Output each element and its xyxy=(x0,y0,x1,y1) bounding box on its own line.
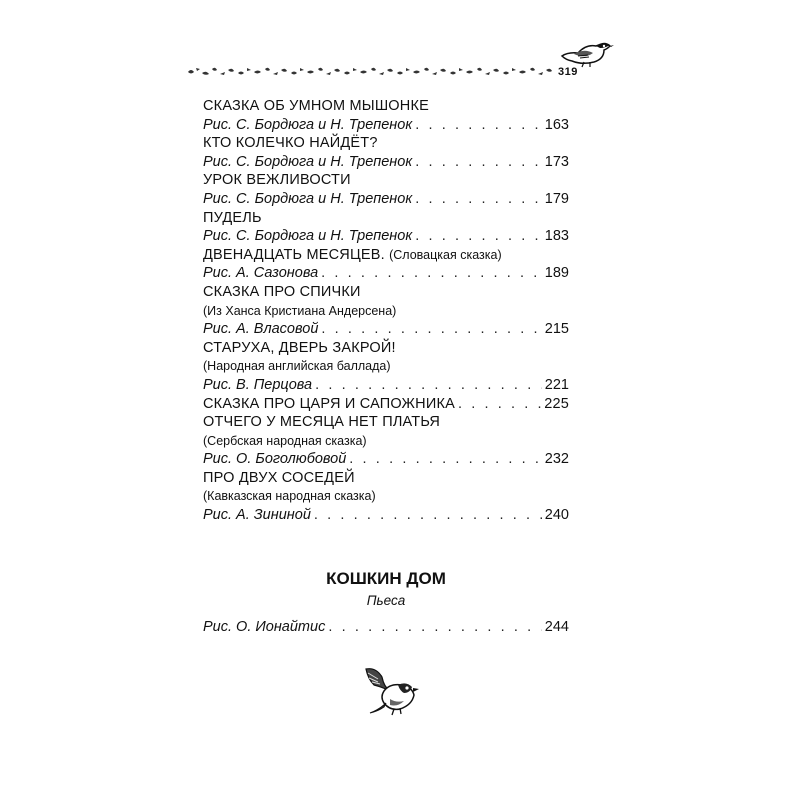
dot-leader xyxy=(415,153,542,172)
toc-entry-title: КТО КОЛЕЧКО НАЙДЁТ? xyxy=(203,135,378,152)
toc-entry-note: (Кавказская народная сказка) xyxy=(203,489,376,504)
dot-leader xyxy=(415,116,542,135)
section-subtitle: Пьеса xyxy=(366,593,406,608)
toc-entry-title: СКАЗКА ПРО ЦАРЯ И САПОЖНИКА . . . 225 xyxy=(203,395,569,414)
toc-entry-title: ДВЕНАДЦАТЬ МЕСЯЦЕВ. (Словацкая сказка) xyxy=(203,246,502,263)
decorative-leaf-strip xyxy=(186,60,558,82)
section-koshkin-dom xyxy=(203,568,569,637)
toc-entry-illustrator: Рис. А. Зининой . . . 240 xyxy=(203,506,569,525)
page-number: 319 xyxy=(558,66,578,78)
page-ref: 225 xyxy=(544,395,569,412)
toc-entry-title: ПРО ДВУХ СОСЕДЕЙ xyxy=(203,469,355,486)
toc-entry-title: УРОК ВЕЖЛИВОСТИ xyxy=(203,172,351,189)
toc-entry-title: СКАЗКА ПРО СПИЧКИ xyxy=(203,283,361,300)
toc-entry-illustrator: Рис. С. Бордюга и Н. Трепенок . . . 179 xyxy=(203,190,569,209)
dot-leader xyxy=(415,227,542,246)
dot-leader xyxy=(321,320,541,339)
dot-leader xyxy=(415,190,542,209)
toc-entry-title: СТАРУХА, ДВЕРЬ ЗАКРОЙ! xyxy=(203,339,396,356)
bird-icon xyxy=(360,661,422,719)
toc-entry-title: СКАЗКА ОБ УМНОМ МЫШОНКЕ xyxy=(203,98,429,114)
dot-leader xyxy=(315,376,542,395)
dot-leader xyxy=(321,264,542,283)
toc-entry-note: (Из Ханса Кристиана Андерсена) xyxy=(203,303,397,318)
page-ref: 183 xyxy=(544,228,569,245)
toc-entry-illustrator: Рис. О. Боголюбовой . . . 232 xyxy=(203,450,569,469)
page-ref: 179 xyxy=(544,190,569,207)
page-ref: 215 xyxy=(544,321,569,338)
dot-leader xyxy=(458,395,541,414)
dot-leader xyxy=(328,618,541,637)
toc-entry-subtitle: (Словацкая сказка) xyxy=(389,247,502,262)
toc-entry-note: (Народная английская баллада) xyxy=(203,359,391,374)
toc-entry-illustrator: Рис. А. Сазонова . . . 189 xyxy=(203,264,569,283)
toc-entry-illustrator: Рис. С. Бордюга и Н. Трепенок . . . 173 xyxy=(203,153,569,172)
toc-entry-illustrator: Рис. С. Бордюга и Н. Трепенок . . . 183 xyxy=(203,227,569,246)
page-ref: 163 xyxy=(544,116,569,133)
toc-entry-illustrator: Рис. В. Перцова . . . 221 xyxy=(203,376,569,395)
page-ref: 189 xyxy=(544,265,569,282)
toc-entry-title: ПУДЕЛЬ xyxy=(203,209,262,226)
page-ref: 173 xyxy=(544,153,569,170)
toc-entry-illustrator: Рис. А. Власовой . . . 215 xyxy=(203,320,569,339)
page-ref: 221 xyxy=(544,376,569,393)
dot-leader xyxy=(349,450,542,469)
page-ref: 232 xyxy=(544,451,569,468)
page-ref: 240 xyxy=(544,507,569,524)
toc-entry-title: ОТЧЕГО У МЕСЯЦА НЕТ ПЛАТЬЯ xyxy=(203,414,441,431)
toc-entry-note: (Сербская народная сказка) xyxy=(203,433,367,448)
page-ref: 244 xyxy=(544,619,569,635)
toc-entry-illustrator: Рис. С. Бордюга и Н. Трепенок . . . 163 xyxy=(203,116,569,135)
toc-entry-illustrator: Рис. О. Ионайтис . . . 244 xyxy=(203,618,569,637)
dot-leader xyxy=(314,506,542,525)
table-of-contents xyxy=(203,97,569,525)
bird-icon xyxy=(560,26,614,70)
section-title: КОШКИН ДОМ xyxy=(326,569,446,588)
